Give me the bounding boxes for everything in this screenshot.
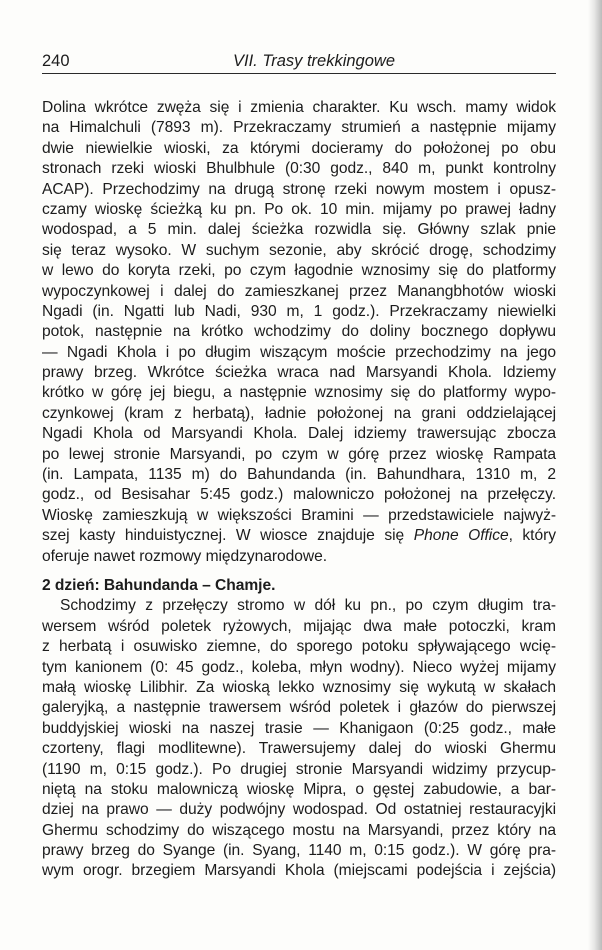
text-line: małą wioskę Lilibhir. Za wioską lekko wznosimy się wykutą w skałach [42, 678, 556, 696]
text-segment: , który [508, 527, 556, 545]
text-line: Ngadi Khola od Marsyandi Khola. Dalej idziemy trawersując zbocza [42, 425, 556, 443]
text-line: Schodzimy z przełęczy stromo w dół ku pn., po czym długim tra- [60, 597, 556, 615]
paragraph-day1-continuation [42, 98, 556, 567]
text-line: wersem wśród poletek ryżowych, mijając dwa małe potoczki, kram [42, 617, 556, 635]
running-header [42, 51, 556, 74]
text-segment: szej kasty hinduistycznej. W wiosce znajduje się [42, 527, 414, 545]
italic-term: Phone Office [413, 527, 509, 545]
text-line: (in. Lampata, 1135 m) do Bahundanda (in. Bahundhara, 1310 m, 2 [42, 466, 556, 484]
text-line: na Himalchuli (7893 m). Przekraczamy strumień a następnie mijamy [42, 119, 556, 137]
text-line-with-italic [42, 526, 556, 546]
text-line: wodospad, a 5 min. dalej ścieżka rozwidla się. Główny szlak pnie [42, 221, 556, 239]
text-line: czynkowej (kram z herbatą), ładnie położonej na grani oddzielającej [42, 404, 556, 422]
text-line: prawy brzeg do Syange (in. Syang, 1140 m, 0:15 godz.). W górę pra- [42, 842, 556, 860]
text-line: czorteny, flagi modlitewne). Trawersujemy dalej do wioski Ghermu [42, 740, 556, 758]
text-line: Dolina wkrótce zwęża się i zmienia charakter. Ku wsch. mamy widok [42, 99, 556, 116]
paragraph-day2 [42, 596, 556, 881]
text-line: dziej na prawo — duży podwójny wodospad. Od ostatniej restauracyjki [42, 801, 556, 819]
text-line: potok, następnie na krótko wchodzimy do doliny bocznego dopływu [42, 323, 556, 341]
text-line: (1190 m, 0:15 godz.). Po drugiej stronie Marsyandi widzimy przycup- [42, 760, 556, 778]
text-line: tym kanionem (0: 45 godz., koleba, młyn wodny). Nieco wyżej mijamy [42, 658, 556, 676]
text-line: z herbatą i osuwisko ziemne, do sporego potoku spływającego wcię- [42, 638, 556, 656]
text-line: ACAP). Przechodzimy na drugą stronę rzeki nowym mostem i opusz- [42, 180, 556, 198]
text-line: prawy brzeg. Wkrótce ścieżka wraca nad Marsyandi Khola. Idziemy [42, 364, 556, 382]
page-binding-shadow [588, 0, 602, 950]
text-line: w lewo do koryta rzeki, po czym łagodnie wznosimy się do platformy [42, 262, 556, 280]
text-line: buddyjskiej wioski na naszej trasie — Khanigaon (0:25 godz., małe [42, 719, 556, 737]
text-line: godz., od Besisahar 5:45 godz.) malowniczo położonej na przełęczy. [42, 486, 556, 504]
text-line: po lewej stronie Marsyandi, po czym w górę przez wioskę Rampata [42, 445, 556, 463]
text-line: niętą na stoku malowniczą wioskę Mipra, o gęstej zabudowie, a bar- [42, 780, 556, 798]
text-line: oferuje nawet rozmowy międzynarodowe. [42, 547, 328, 565]
text-line: Wioskę zamieszkują w większości Bramini — przedstawiciele najwyż- [42, 506, 556, 524]
text-line: dwie niewielkie wioski, za którymi docieramy do położonej po obu [42, 139, 556, 157]
chapter-title: VII. Trasy trekkingowe [233, 52, 395, 70]
text-line: wym orogr. brzegiem Marsyandi Khola (miejscami podejścia i zejścia) [42, 862, 556, 880]
text-line: galeryjką, a następnie trawersem wśród poletek i głazów do pierwszej [42, 699, 556, 717]
text-line: Ghermu schodzimy do wiszącego mostu na Marsyandi, przez który na [42, 821, 556, 839]
text-line: stronach rzeki wioski Bhulbhule (0:30 godz., 840 m, punkt kontrolny [42, 160, 556, 178]
section-heading-day2: 2 dzień: Bahundanda – Chamje. [42, 576, 276, 594]
text-line: wypoczynkowej i dalej do zamieszkanej przez Manangbhotów wioski [42, 282, 556, 300]
text-line: się teraz wysoko. W suchym sezonie, aby skrócić drogę, schodzimy [42, 241, 556, 259]
text-line: krótko w górę jej biegu, a następnie wznosimy się do platformy wypo- [42, 384, 556, 402]
body-text [42, 98, 556, 882]
text-line: Ngadi (in. Ngatti lub Nadi, 930 m, 1 godz.). Przekraczamy niewielki [42, 302, 556, 320]
text-line: czamy wioskę ścieżką ku pn. Po ok. 10 min. mijamy po prawej ładny [42, 200, 556, 218]
text-line: — Ngadi Khola i po długim wiszącym moście przechodzimy na jego [42, 343, 556, 361]
page-number: 240 [42, 52, 70, 70]
